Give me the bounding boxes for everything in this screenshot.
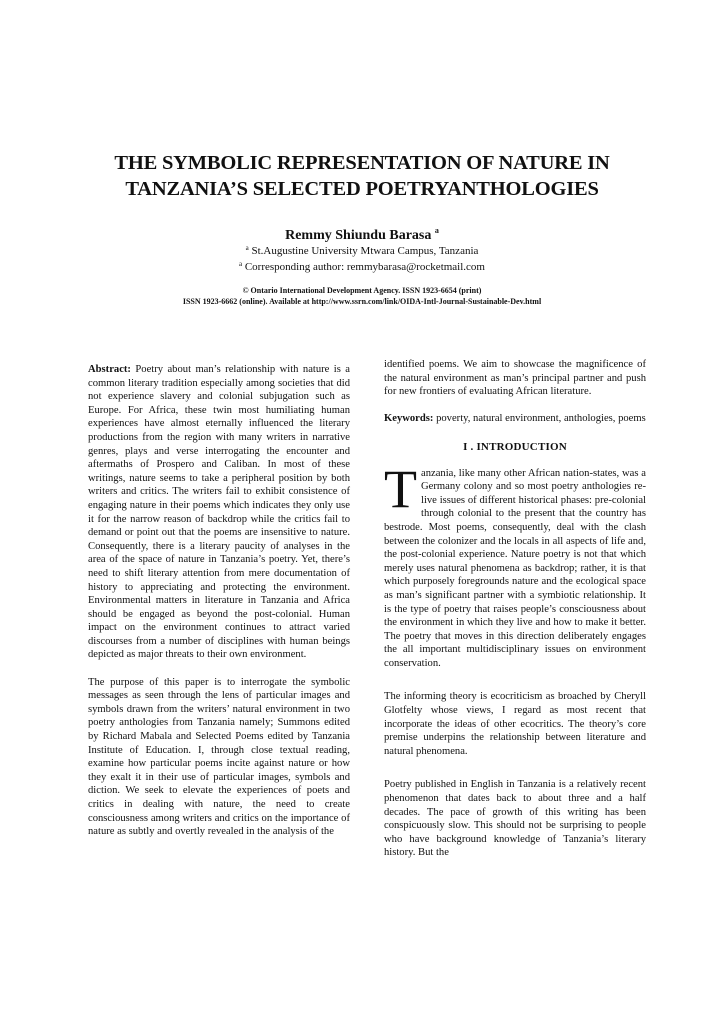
abstract-label: Abstract:: [88, 364, 131, 375]
introduction-text-1: anzania, like many other African nation-states, was a Germany colony and so most poetry anthologies re-live issues of different historical phases: pre-colonial through colonial to the present that the country has bestrode. Most poems, consequently, deal with the clash between the colonizer and the locals in all aspects of life and, the post-colonial experience. Nature poetry is not that which merely uses natural phenomena as backdrop; rather, it is that which purposely foregrounds nature and the ecological space as man’s significant partner with a symbiotic relationship. It is the type of poetry that raises people’s consciousness about the environment in which they live and how to make it better. The poetry that moves in this direction deliberately engages the all important multidisciplinary issues on environment conservation.: [384, 467, 646, 669]
author-name-text: Remmy Shiundu Barasa: [285, 228, 432, 243]
introduction-paragraph-2: The informing theory is ecocriticism as broached by Cheryll Glotfelty whose views, I regard as most recent that incorporate the ideas of other ecocritics. The theory’s core premise underpins the relationship between literature and natural phenomena.: [384, 691, 646, 757]
title-line-2: TANZANIA’S SELECTED POETRYANTHOLOGIES: [125, 178, 599, 200]
abstract-text-1: Poetry about man’s relationship with nature is a common literary tradition especially among societies that did not experience slavery and colonial subjugation such as Europe. For Africa, these twin most humiliating human experiences have almost eternally influenced the literary productions from the region with many writers in narrative genres, plays and verse interrogating the encounter and aftermaths of Prospero and Caliban. In most of these writings, nature seems to take a peripheral position by both writers and critics. The writers fail to exhibit consistence of engaging nature in their poems which indicates they only use it for the narrow reason of backdrop while the critics fail to demand or point out that the poems are insensitive to nature. Consequently, there is a literary paucity of analyses in the area of the space of nature in Tanzania’s poetry. Yet, there’s need to shift literary attention from mere documentation of history to appreciating and protecting the environment. Environmental matters in literature in Tanzania and Africa should be engaged as beyond the post-colonial. Human impact on the environment continues to attract varied discourses from a number of disciplines with human beings depicted as major threats to their own environment.: [88, 364, 350, 661]
section-heading-introduction: I . INTRODUCTION: [463, 440, 567, 453]
introduction-paragraph-1: [384, 458, 646, 671]
left-column: [88, 363, 350, 839]
abstract-paragraph-1: [88, 363, 350, 662]
drop-cap: T: [384, 458, 417, 519]
corresponding-author: [0, 257, 724, 274]
issn-text: ISSN 1923-6662 (online). Available at: [182, 297, 312, 306]
affiliation: [0, 241, 724, 258]
corresponding-text: Corresponding author: remmybarasa@rocketmail.com: [244, 261, 485, 273]
affiliation-superscript: a: [245, 244, 249, 252]
issn-line: [0, 297, 724, 307]
keywords-text: poverty, natural environment, anthologies, poems: [433, 413, 646, 425]
journal-url-link[interactable]: http://www.ssrn.com/link/OIDA-Intl-Journal-Sustainable-Dev.html: [311, 297, 542, 306]
keywords-label: Keywords:: [384, 413, 434, 425]
right-column: [384, 358, 646, 860]
paper-title: [0, 150, 724, 202]
affiliation-text: St.Augustine University Mtwara Campus, Tanzania: [251, 245, 479, 257]
abstract-paragraph-2-continued: identified poems. We aim to showcase the magnificence of the natural environment as man’s principal partner and push for new frontiers of evaluating African literature.: [384, 359, 646, 398]
author-superscript: a: [434, 226, 439, 235]
keywords: [384, 412, 646, 426]
introduction-paragraph-3: Poetry published in English in Tanzania is a relatively recent phenomenon that dates back to about three and a half decades. The pace of growth of this writing has been conspicuously slow. This should not be surprising to people who have background knowledge of Tanzania’s literary history. But the: [384, 779, 646, 859]
title-line-1: THE SYMBOLIC REPRESENTATION OF NATURE IN: [114, 152, 610, 174]
copyright-line: © Ontario International Development Agency. ISSN 1923-6654 (print): [242, 286, 482, 295]
abstract-paragraph-2: The purpose of this paper is to interrogate the symbolic messages as seen through the lens of particular images and symbols drawn from the writers’ natural environment in two poetry anthologies from Tanzania namely; Summons edited by Richard Mabala and Selected Poems edited by Tanzania Institute of Education. I, through close textual reading, examine how particular poems incite against nature or how they exalt it in their use of particular images, symbols and diction. We seek to elevate the experiences of poets and critics in dealing with nature, the need to create consciousness among writers and critics on the importance of nature as subtly and overtly revealed in the analysis of the: [88, 676, 350, 838]
corresponding-superscript: a: [238, 260, 243, 268]
